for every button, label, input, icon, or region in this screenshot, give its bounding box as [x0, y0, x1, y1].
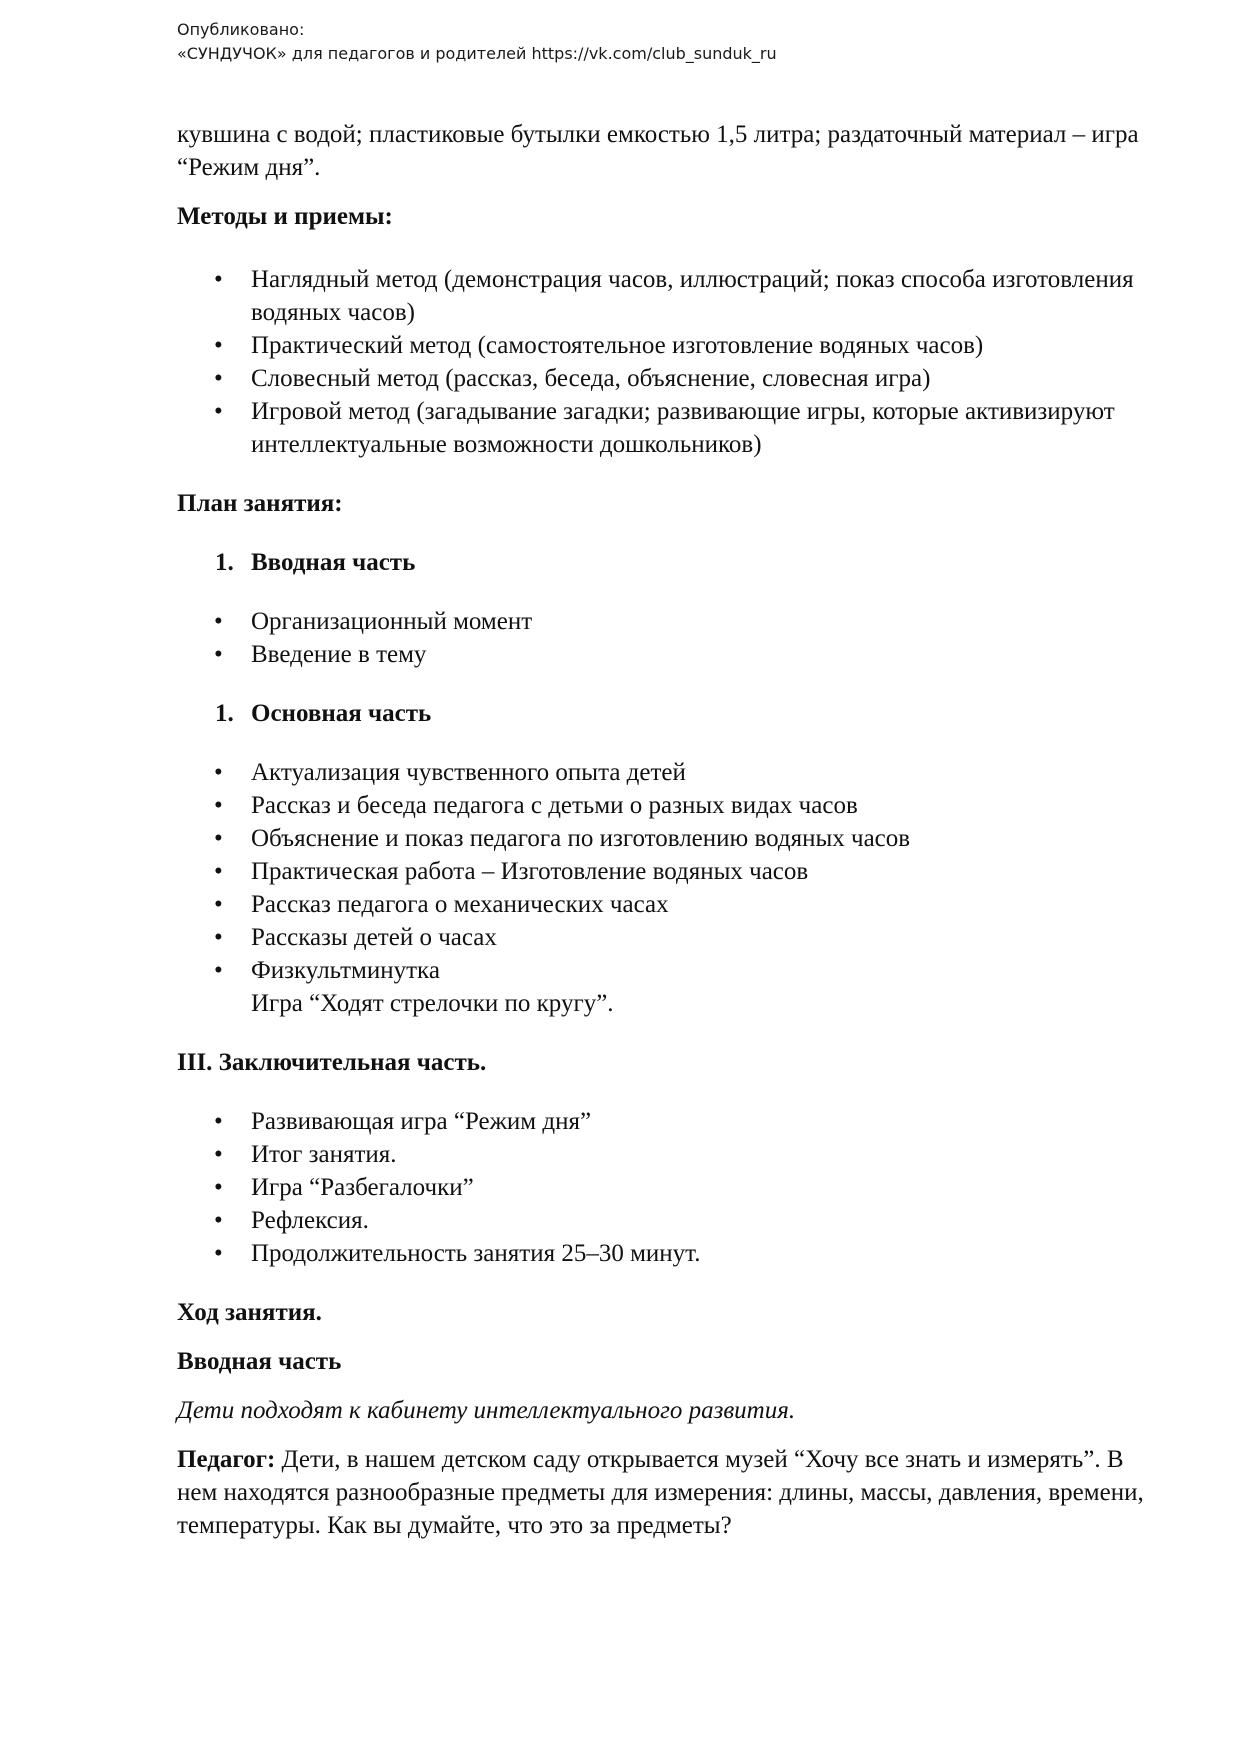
- speaker-label: Педагог:: [177, 1446, 276, 1473]
- methods-list: [177, 263, 1157, 461]
- list-item: • Словесный метод (рассказ, беседа, объяснение, словесная игра): [177, 362, 1157, 395]
- methods-heading: Методы и приемы:: [177, 203, 393, 230]
- plan-part1-heading: [177, 546, 1157, 579]
- plan-part2-list: [177, 756, 1157, 1020]
- list-item: • Рассказы детей о часах: [177, 921, 1157, 954]
- course-intro-heading: Вводная часть: [177, 1348, 342, 1375]
- plan-part1-title: Вводная часть: [251, 549, 416, 576]
- plan-heading: План занятия:: [177, 490, 343, 517]
- intro-paragraph: кувшина с водой; пластиковые бутылки емкостью 1,5 литра; раздаточный материал – игра “Режим дня”.: [177, 121, 1139, 181]
- list-item: • Рассказ педагога о механических часах: [177, 888, 1157, 921]
- speech-text: Дети, в нашем детском саду открывается музей “Хочу все знать и измерять”. В нем находятся разнообразные предметы для измерения: длины, массы, давления, времени, температуры. Как вы думайте, что это за предметы?: [177, 1446, 1144, 1539]
- list-item: • Объяснение и показ педагога по изготовлению водяных часов: [177, 822, 1157, 855]
- plan-part1-list: [177, 605, 1157, 671]
- list-item-text: Физкультминутка: [251, 957, 440, 984]
- list-item: • Наглядный метод (демонстрация часов, иллюстраций; показ способа изготовления водяных часов): [177, 263, 1157, 329]
- list-item: [177, 954, 1157, 1020]
- list-item: • Практический метод (самостоятельное изготовление водяных часов): [177, 329, 1157, 362]
- list-number: 1.: [215, 700, 234, 727]
- page-header: [177, 18, 777, 66]
- list-item: • Развивающая игра “Режим дня”: [177, 1105, 1157, 1138]
- source-line: «СУНДУЧОК» для педагогов и родителей https://vk.com/club_sunduk_ru: [177, 44, 777, 63]
- plan-part2-heading: [177, 697, 1157, 730]
- list-item: • Продолжительность занятия 25–30 минут.: [177, 1237, 1157, 1270]
- stage-direction: Дети подходят к кабинету интеллектуального развития.: [177, 1397, 796, 1424]
- list-item: • Игра “Разбегалочки”: [177, 1171, 1157, 1204]
- course-heading: Ход занятия.: [177, 1299, 322, 1326]
- list-item: • Игровой метод (загадывание загадки; развивающие игры, которые активизируют интеллектуальные возможности дошкольников): [177, 395, 1157, 461]
- list-number: 1.: [215, 549, 234, 576]
- published-label: Опубликовано:: [177, 20, 305, 39]
- list-item: • Рефлексия.: [177, 1204, 1157, 1237]
- list-item: • Введение в тему: [177, 638, 1157, 671]
- document-body: [177, 118, 1157, 1542]
- list-item: • Организационный момент: [177, 605, 1157, 638]
- list-item: • Итог занятия.: [177, 1138, 1157, 1171]
- plan-part2-title: Основная часть: [251, 700, 432, 727]
- list-item-subtext: Игра “Ходят стрелочки по кругу”.: [251, 990, 614, 1017]
- plan-part3-heading: III. Заключительная часть.: [177, 1049, 487, 1076]
- list-item: • Актуализация чувственного опыта детей: [177, 756, 1157, 789]
- list-item: • Рассказ и беседа педагога с детьми о разных видах часов: [177, 789, 1157, 822]
- teacher-speech-paragraph: [177, 1443, 1157, 1542]
- plan-part3-list: [177, 1105, 1157, 1270]
- list-item: • Практическая работа – Изготовление водяных часов: [177, 855, 1157, 888]
